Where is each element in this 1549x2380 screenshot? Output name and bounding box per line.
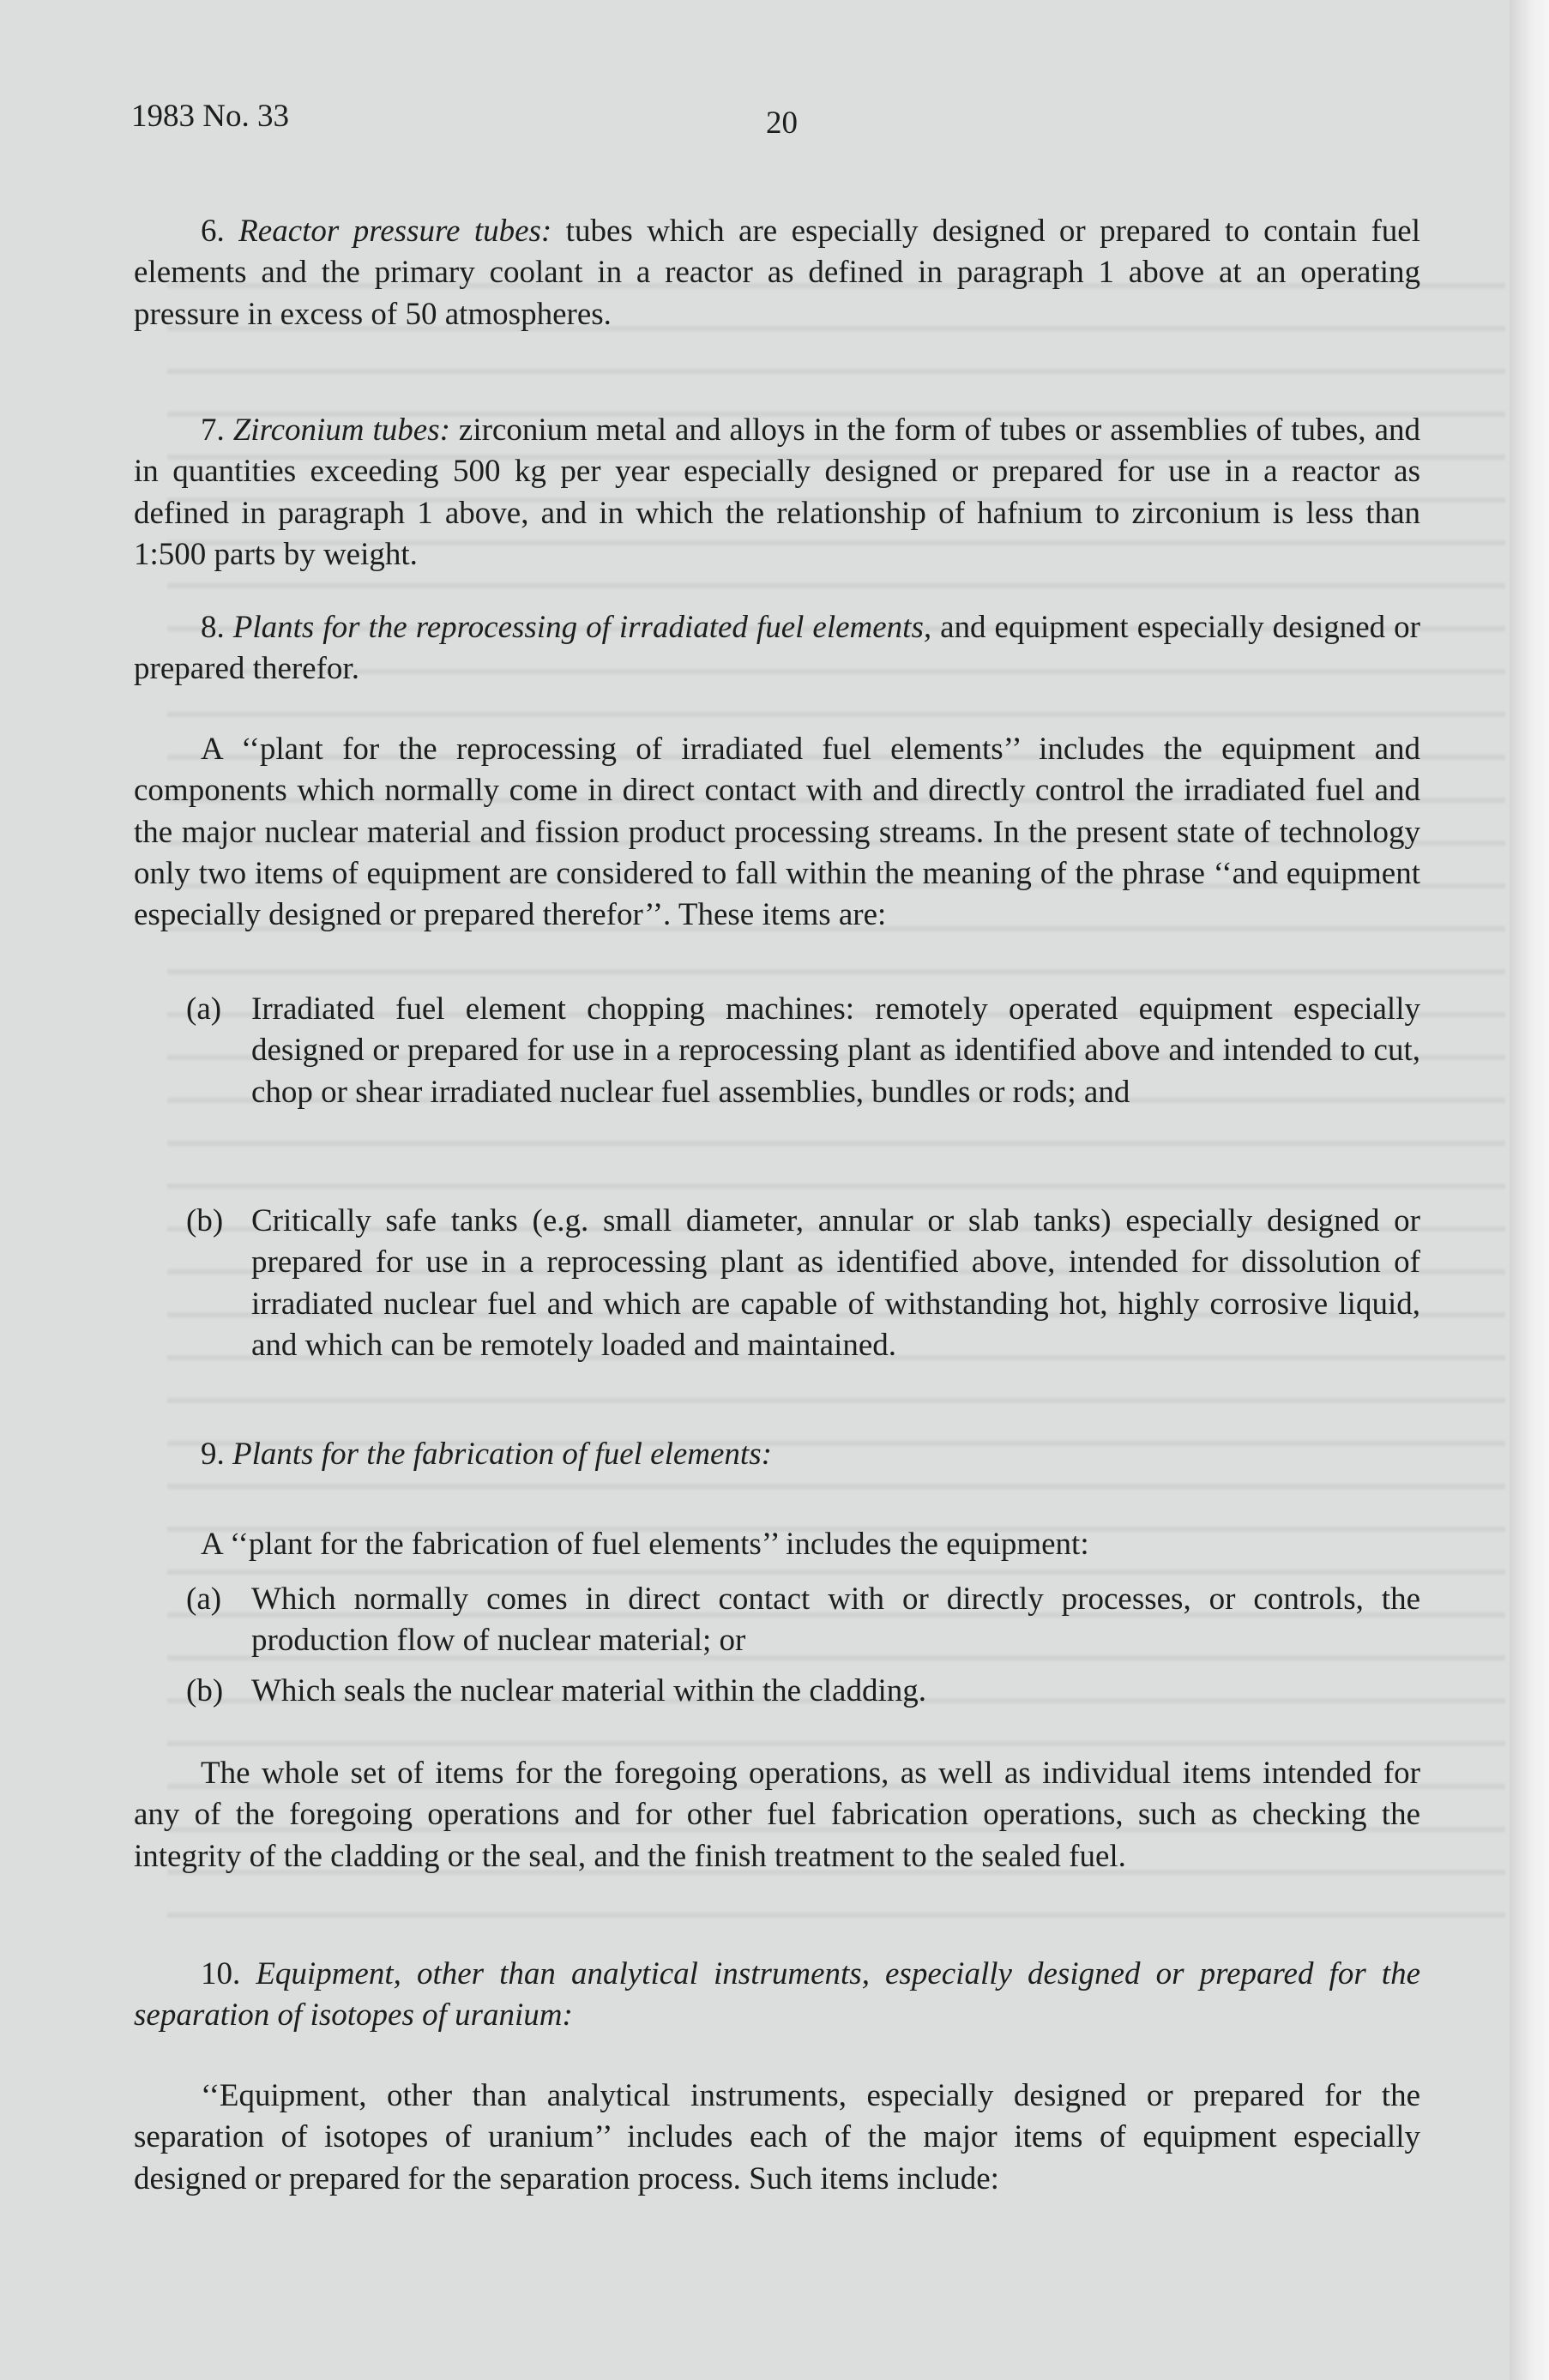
section-9-paragraph: A ‘‘plant for the fabrication of fuel elements’’ includes the equipment:	[201, 1527, 1089, 1562]
section-title: Equipment, other than analytical instruments, especially designed or prepared for the separation of isotopes of uranium:	[134, 1956, 1420, 2034]
section-text: tubes which are especially designed or prepared to contain fuel elements and the primary coolant in a reactor as defined in paragraph 1 above at an operating pressure in excess of 50 atmospheres.	[134, 214, 1420, 332]
section-number: 7.	[201, 413, 225, 448]
section-8-paragraph: A ‘‘plant for the reprocessing of irradiated fuel elements’’ includes the equipment and components which normally come in direct contact with and directly control the irradiated fuel and the major nuclear material and fission product processing streams. In the present state of technology only two items of equipment are considered to fall within the meaning of the phrase ‘‘and equipment especially designed or prepared therefor’’. These items are:	[134, 732, 1420, 933]
item-text: Which seals the nuclear material within the cladding.	[251, 1673, 926, 1708]
list-item	[186, 1579, 1420, 1662]
item-text: Which normally comes in direct contact with or directly processes, or controls, the production flow of nuclear material; or	[251, 1582, 1420, 1659]
section-7	[134, 410, 1420, 575]
list-item	[186, 989, 1420, 1113]
item-text: Critically safe tanks (e.g. small diameter, annular or slab tanks) especially designed or prepared for use in a reprocessing plant as identified above, intended for dissolution of irradiated nuclear fuel and which are capable of withstanding hot, highly corrosive liquid, and which can be remotely loaded and maintained.	[251, 1203, 1420, 1363]
section-number: 9.	[201, 1437, 225, 1472]
section-number: 6.	[201, 214, 225, 249]
section-10-paragraph: ‘‘Equipment, other than analytical instruments, especially designed or prepared for the separation of isotopes of uranium’’ includes each of the major items of equipment especially designed or prepared for the separation process. Such items include:	[134, 2078, 1420, 2196]
section-6	[134, 211, 1420, 335]
list-item	[186, 1671, 1420, 1712]
item-label: (b)	[186, 1203, 224, 1238]
item-text: Irradiated fuel element chopping machines: remotely operated equipment especially designed or prepared for use in a reprocessing plant as identified above and intended to cut, chop or shear irradiated nuclear fuel assemblies, bundles or rods; and	[251, 991, 1420, 1110]
page-edge	[1510, 0, 1549, 2380]
section-8	[134, 607, 1420, 690]
item-label: (a)	[186, 1582, 222, 1617]
item-label: (a)	[186, 991, 222, 1027]
section-title: Zirconium tubes:	[232, 413, 450, 448]
section-text: zirconium metal and alloys in the form of tubes or assemblies of tubes, and in quantities exceeding 500 kg per year especially designed or prepared for use in a reactor as defined in paragraph 1 above, and in which the relationship of hafnium to zirconium is less than 1:500 parts by weight.	[134, 413, 1420, 572]
running-header: 1983 No. 33	[131, 99, 289, 134]
section-title: Plants for the reprocessing of irradiated fuel elements,	[232, 610, 932, 645]
section-9-paragraph-2: The whole set of items for the foregoing operations, as well as individual items intended for any of the foregoing operations and for other fuel fabrication operations, such as checking the integrity of the cladding or the seal, and the finish treatment to the sealed fuel.	[134, 1756, 1420, 1874]
page-number: 20	[766, 105, 798, 141]
list-item	[186, 1201, 1420, 1366]
section-10	[134, 1954, 1420, 2037]
item-label: (b)	[186, 1673, 224, 1708]
section-number: 10.	[201, 1956, 241, 1991]
section-title: Reactor pressure tubes:	[238, 214, 552, 249]
section-title: Plants for the fabrication of fuel elements:	[232, 1437, 772, 1472]
section-9	[134, 1434, 1420, 1475]
section-text: and equipment especially designed or prepared therefor.	[134, 610, 1420, 687]
section-number: 8.	[201, 610, 225, 645]
